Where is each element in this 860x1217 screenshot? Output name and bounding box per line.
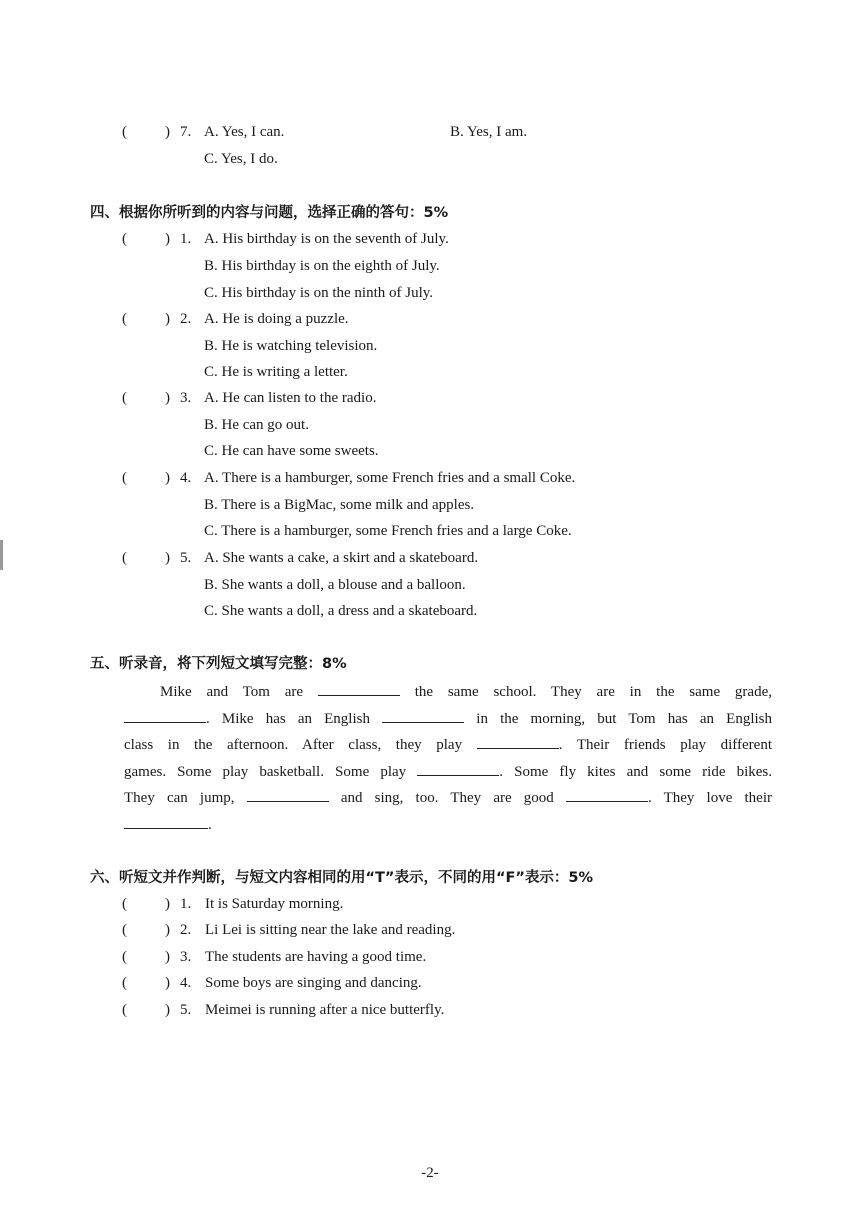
fill-blank[interactable] — [124, 814, 208, 829]
option-b: B. He is watching television. — [204, 338, 378, 354]
option-c: C. His birthday is on the ninth of July. — [204, 285, 434, 301]
section-6-heading: 六、听短文并作判断，与短文内容相同的用“T”表示，不同的用“F”表示：5% — [90, 870, 594, 886]
statement-text: Some boys are singing and dancing. — [205, 975, 422, 991]
passage-line — [124, 761, 772, 782]
answer-paren-open: ( — [122, 231, 127, 247]
answer-paren-close: ) — [165, 470, 170, 486]
fill-blank[interactable] — [318, 681, 400, 696]
answer-paren-close: ) — [165, 124, 170, 140]
question-number: 2. — [180, 922, 192, 938]
fill-blank[interactable] — [566, 787, 648, 802]
answer-paren-open: ( — [122, 896, 127, 912]
answer-paren-open: ( — [122, 124, 127, 140]
option-b: B. She wants a doll, a blouse and a balloon. — [204, 577, 466, 593]
answer-paren-open: ( — [122, 311, 127, 327]
option-c: C. She wants a doll, a dress and a skateboard. — [204, 603, 478, 619]
statement-text: The students are having a good time. — [205, 949, 427, 965]
passage-text: . They love their — [647, 790, 772, 806]
question-number: 4. — [180, 470, 192, 486]
passage-line — [124, 734, 772, 755]
option-c: C. He can have some sweets. — [204, 443, 379, 459]
passage-text: . Some fly kites and some ride bikes. — [499, 764, 773, 780]
answer-paren-open: ( — [122, 975, 127, 991]
passage-text: . Mike has an English — [206, 711, 370, 727]
fill-blank[interactable] — [382, 708, 464, 723]
section-4-heading: 四、根据你所听到的内容与问题，选择正确的答句：5% — [90, 205, 449, 221]
answer-paren-close: ) — [165, 311, 170, 327]
answer-paren-close: ) — [165, 922, 170, 938]
answer-paren-close: ) — [165, 390, 170, 406]
question-number: 3. — [180, 949, 192, 965]
fill-blank[interactable] — [417, 761, 499, 776]
passage-line — [124, 708, 772, 729]
scan-edge-mark — [0, 540, 3, 570]
option-a: A. She wants a cake, a skirt and a skateboard. — [204, 550, 479, 566]
answer-paren-close: ) — [165, 975, 170, 991]
fill-blank[interactable] — [247, 787, 329, 802]
option-b: B. There is a BigMac, some milk and apples. — [204, 497, 475, 513]
section-5-heading: 五、听录音，将下列短文填写完整：8% — [90, 656, 347, 672]
fill-blank[interactable] — [124, 708, 206, 723]
option-c: C. There is a hamburger, some French fries and a large Coke. — [204, 523, 572, 539]
answer-paren-close: ) — [165, 1002, 170, 1018]
option-b: B. Yes, I am. — [450, 124, 528, 140]
passage-text: games. Some play basketball. Some play — [124, 764, 407, 780]
option-c: C. He is writing a letter. — [204, 364, 348, 380]
option-a: A. He can listen to the radio. — [204, 390, 377, 406]
question-number: 4. — [180, 975, 192, 991]
answer-paren-open: ( — [122, 1002, 127, 1018]
option-a: A. He is doing a puzzle. — [204, 311, 349, 327]
passage-line — [124, 787, 772, 808]
question-number: 5. — [180, 1002, 192, 1018]
answer-paren-close: ) — [165, 949, 170, 965]
question-number: 1. — [180, 896, 192, 912]
question-number: 2. — [180, 311, 192, 327]
question-number: 5. — [180, 550, 192, 566]
option-c: C. Yes, I do. — [204, 151, 278, 167]
answer-paren-close: ) — [165, 231, 170, 247]
passage-text: the same school. They are in the same grade, — [414, 684, 772, 700]
passage-text: class in the afternoon. After class, they play — [124, 737, 463, 753]
question-number: 1. — [180, 231, 192, 247]
answer-paren-open: ( — [122, 550, 127, 566]
statement-text: It is Saturday morning. — [205, 896, 344, 912]
passage-text: in the morning, but Tom has an English — [476, 711, 773, 727]
passage-text: Mike and Tom are — [160, 684, 304, 700]
passage-text: . Their friends play different — [558, 737, 772, 753]
passage-text: and sing, too. They are good — [340, 790, 554, 806]
statement-text: Li Lei is sitting near the lake and reading. — [205, 922, 456, 938]
option-a: A. There is a hamburger, some French fries and a small Coke. — [204, 470, 576, 486]
option-a: A. Yes, I can. — [204, 124, 285, 140]
answer-paren-open: ( — [122, 922, 127, 938]
page-number: -2- — [421, 1165, 439, 1181]
fill-blank[interactable] — [477, 734, 559, 749]
answer-paren-close: ) — [165, 896, 170, 912]
answer-paren-close: ) — [165, 550, 170, 566]
statement-text: Meimei is running after a nice butterfly. — [205, 1002, 445, 1018]
answer-paren-open: ( — [122, 390, 127, 406]
passage-text: . — [208, 817, 212, 833]
question-number: 3. — [180, 390, 192, 406]
question-number: 7. — [180, 124, 192, 140]
passage-line — [160, 681, 772, 702]
option-b: B. His birthday is on the eighth of July. — [204, 258, 440, 274]
option-a: A. His birthday is on the seventh of July. — [204, 231, 449, 247]
answer-paren-open: ( — [122, 470, 127, 486]
option-b: B. He can go out. — [204, 417, 309, 433]
answer-paren-open: ( — [122, 949, 127, 965]
passage-text: They can jump, — [124, 790, 235, 806]
passage-line — [124, 814, 772, 835]
